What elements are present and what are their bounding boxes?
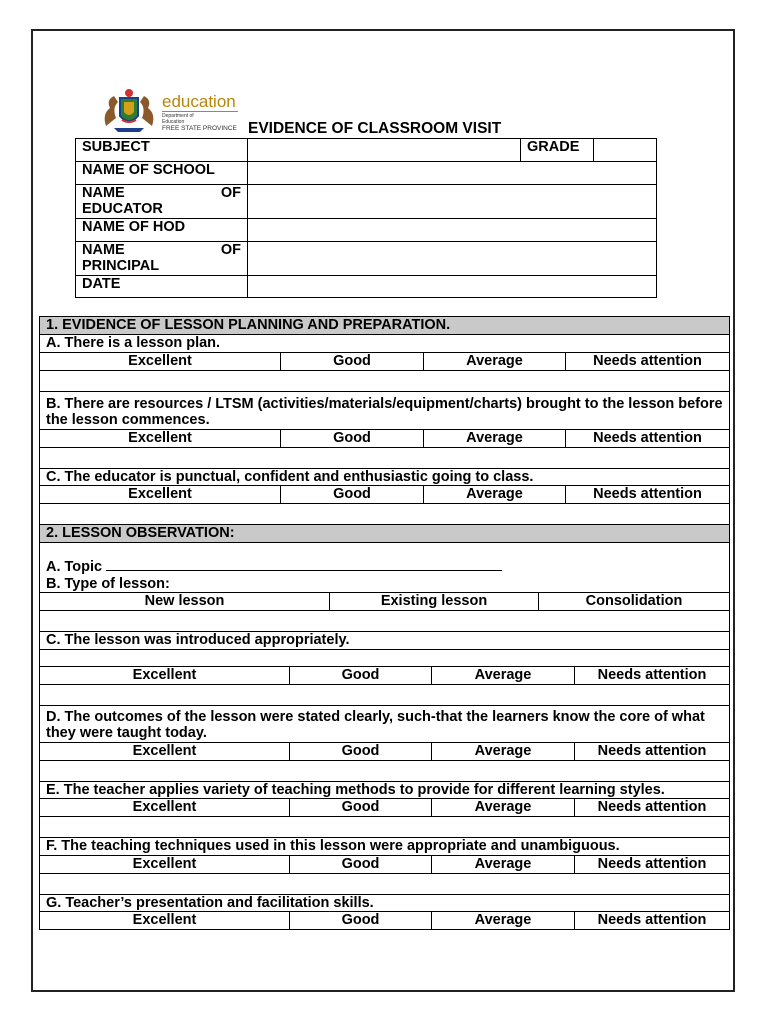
rating-good[interactable]: Good bbox=[281, 486, 424, 503]
rating-needs-attention[interactable]: Needs attention bbox=[597, 666, 707, 683]
comment-field[interactable] bbox=[40, 816, 729, 838]
rating-good[interactable]: Good bbox=[290, 799, 432, 816]
criterion-c: C. The lesson was introduced appropriately. bbox=[46, 632, 350, 648]
criterion-e: E. The teacher applies variety of teaching methods to provide for different learning styles. bbox=[46, 781, 665, 798]
logo-wordmark: education bbox=[162, 92, 236, 111]
criterion-d: D. The outcomes of the lesson were stated clearly, such-that the learners know the core of what they were taught today. bbox=[46, 708, 705, 741]
criterion-b: B. There are resources / LTSM (activities/materials/equipment/charts) brought to the lesson before the lesson commences. bbox=[46, 395, 723, 428]
rating-excellent[interactable]: Excellent bbox=[40, 743, 290, 760]
grade-label: GRADE bbox=[521, 139, 594, 162]
date-field[interactable] bbox=[248, 276, 657, 298]
document-title: EVIDENCE OF CLASSROOM VISIT bbox=[248, 120, 502, 137]
section-lesson-observation bbox=[39, 525, 730, 930]
rating-needs-attention[interactable]: Needs attention bbox=[593, 352, 702, 369]
rating-average[interactable]: Average bbox=[424, 430, 566, 447]
section-lesson-planning bbox=[39, 316, 730, 525]
rating-good[interactable]: Good bbox=[290, 667, 432, 684]
rating-needs-attention[interactable]: Needs attention bbox=[597, 799, 707, 815]
rating-good[interactable]: Good bbox=[281, 353, 424, 370]
rating-excellent[interactable]: Excellent bbox=[40, 486, 281, 503]
rating-average[interactable]: Average bbox=[432, 743, 575, 760]
rating-excellent[interactable]: Excellent bbox=[40, 799, 290, 816]
rating-average[interactable]: Average bbox=[432, 667, 575, 684]
date-label: DATE bbox=[76, 276, 248, 298]
logo-subtitle: Education bbox=[162, 119, 185, 125]
rating-average[interactable]: Average bbox=[432, 856, 575, 873]
comment-field[interactable] bbox=[40, 610, 729, 632]
comment-field[interactable] bbox=[40, 684, 729, 706]
criterion-a: A. There is a lesson plan. bbox=[46, 335, 221, 351]
rating-row bbox=[40, 666, 729, 684]
rating-needs-attention[interactable]: Needs attention bbox=[597, 912, 707, 928]
grade-field[interactable] bbox=[594, 139, 657, 162]
rating-good[interactable]: Good bbox=[290, 912, 432, 929]
subject-field[interactable] bbox=[248, 139, 521, 162]
comment-field[interactable] bbox=[40, 760, 729, 782]
department-logo bbox=[96, 86, 242, 134]
educator-field[interactable] bbox=[248, 185, 657, 219]
rating-needs-attention[interactable]: Needs attention bbox=[597, 855, 707, 872]
type-consolidation[interactable]: Consolidation bbox=[585, 593, 683, 609]
logo-divider bbox=[162, 111, 238, 112]
section-heading: 1. EVIDENCE OF LESSON PLANNING AND PREPARATION. bbox=[40, 317, 729, 335]
type-existing-lesson[interactable]: Existing lesson bbox=[330, 593, 539, 610]
rating-needs-attention[interactable]: Needs attention bbox=[593, 429, 702, 446]
rating-needs-attention[interactable]: Needs attention bbox=[593, 486, 702, 502]
rating-good[interactable]: Good bbox=[281, 430, 424, 447]
principal-label: NAME OF PRINCIPAL bbox=[76, 242, 248, 276]
section-heading: 2. LESSON OBSERVATION: bbox=[40, 525, 729, 543]
comment-field[interactable] bbox=[40, 447, 729, 469]
comment-field[interactable] bbox=[40, 873, 729, 895]
rating-row bbox=[40, 352, 729, 370]
rating-excellent[interactable]: Excellent bbox=[40, 912, 290, 929]
topic-blank[interactable] bbox=[106, 557, 502, 571]
rating-needs-attention[interactable]: Needs attention bbox=[597, 742, 707, 759]
logo-subtitle: Department of bbox=[162, 113, 194, 119]
comment-field[interactable] bbox=[40, 649, 729, 666]
rating-excellent[interactable]: Excellent bbox=[40, 667, 290, 684]
rating-excellent[interactable]: Excellent bbox=[40, 353, 281, 370]
coat-of-arms-icon bbox=[100, 86, 158, 134]
lesson-type-row bbox=[40, 592, 729, 610]
evaluation-form bbox=[39, 316, 730, 930]
rating-row bbox=[40, 798, 729, 816]
rating-good[interactable]: Good bbox=[290, 743, 432, 760]
school-field[interactable] bbox=[248, 162, 657, 185]
rating-average[interactable]: Average bbox=[424, 353, 566, 370]
rating-good[interactable]: Good bbox=[290, 856, 432, 873]
principal-field[interactable] bbox=[248, 242, 657, 276]
rating-row bbox=[40, 855, 729, 873]
comment-field[interactable] bbox=[40, 370, 729, 392]
rating-row bbox=[40, 911, 729, 929]
lesson-type-label: B. Type of lesson: bbox=[46, 575, 170, 592]
criterion-g: G. Teacher’s presentation and facilitation skills. bbox=[46, 894, 374, 911]
hod-field[interactable] bbox=[248, 219, 657, 242]
rating-excellent[interactable]: Excellent bbox=[40, 856, 290, 873]
rating-average[interactable]: Average bbox=[432, 912, 575, 929]
criterion-f: F. The teaching techniques used in this lesson were appropriate and unambiguous. bbox=[46, 838, 620, 854]
rating-row bbox=[40, 485, 729, 503]
topic-line: A. Topic bbox=[40, 557, 729, 576]
rating-row bbox=[40, 429, 729, 447]
educator-label: NAME OF EDUCATOR bbox=[76, 185, 248, 219]
hod-label: NAME OF HOD bbox=[76, 219, 248, 242]
rating-row bbox=[40, 742, 729, 760]
info-table bbox=[75, 138, 657, 298]
school-label: NAME OF SCHOOL bbox=[76, 162, 248, 185]
rating-excellent[interactable]: Excellent bbox=[40, 430, 281, 447]
criterion-c: C. The educator is punctual, confident and enthusiastic going to class. bbox=[46, 468, 534, 485]
type-new-lesson[interactable]: New lesson bbox=[40, 593, 330, 610]
rating-average[interactable]: Average bbox=[424, 486, 566, 503]
logo-province: FREE STATE PROVINCE bbox=[162, 125, 237, 132]
rating-average[interactable]: Average bbox=[432, 799, 575, 816]
subject-label: SUBJECT bbox=[76, 139, 248, 162]
comment-field[interactable] bbox=[40, 503, 729, 525]
